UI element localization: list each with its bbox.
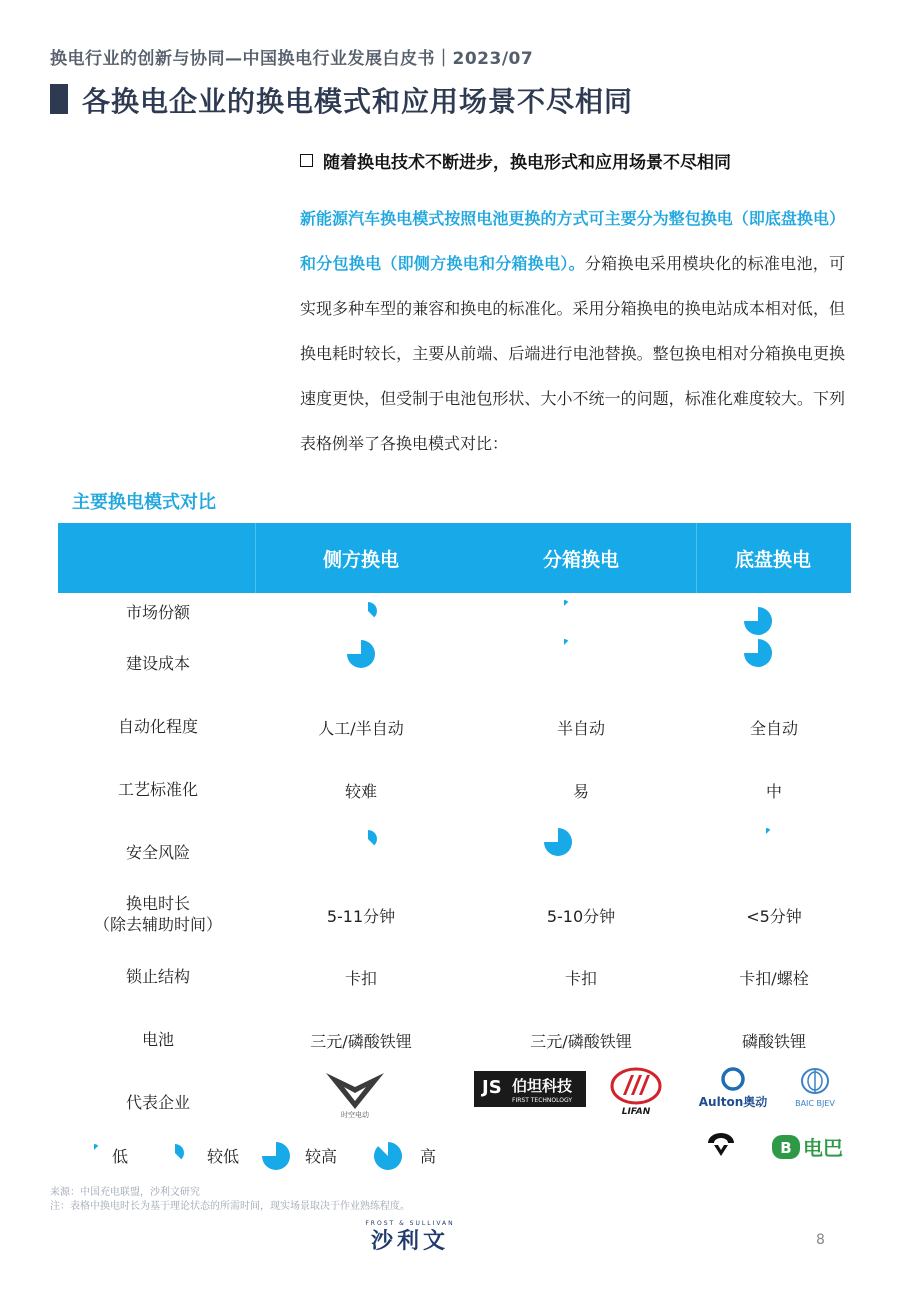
section-title: 主要换电模式对比 xyxy=(72,492,216,513)
row-label: 工艺标准化 xyxy=(117,780,198,799)
body-text: 分箱换电采用模块化的标准电池，可实现多种车型的兼容和换电的标准化。采用分箱换电的换电站成本相对低，但换电耗时较长，主要从前端、后端进行电池替换。整包换电相对分箱换电更换速度更快，但受制于电池包形状、大小不统一的问题，标准化难度较大。下列表格例举了各换电模式对比： xyxy=(300,254,845,453)
lifan-logo xyxy=(609,1067,663,1117)
column-header: 底盘换电 xyxy=(734,549,811,571)
legend-label: 低 xyxy=(112,1147,129,1166)
legend-lowish-icon xyxy=(164,1142,186,1164)
row-label: 建设成本 xyxy=(125,654,190,673)
pie-slice xyxy=(564,600,568,606)
table-header xyxy=(58,523,851,593)
botan-technology-logo xyxy=(474,1071,586,1107)
checkbox-bullet-icon xyxy=(300,154,313,167)
row-label: 自动化程度 xyxy=(117,717,198,736)
harvey-ball-icon xyxy=(556,598,572,614)
running-header: 换电行业的创新与协同—中国换电行业发展白皮书｜2023/07 xyxy=(50,49,534,69)
legend-low-icon xyxy=(86,1142,102,1158)
table-cell: 半自动 xyxy=(556,719,605,738)
table-cell: 磷酸铁锂 xyxy=(741,1032,806,1051)
page-title: 各换电企业的换电模式和应用场景不尽相同 xyxy=(82,85,634,118)
table-cell: 5-11分钟 xyxy=(326,907,396,926)
svg-text:B: B xyxy=(780,1139,792,1157)
harvey-ball-icon xyxy=(347,640,375,668)
dianba-logo xyxy=(770,1132,856,1162)
sky-electric-logo-text: 时空电动 xyxy=(341,1111,369,1119)
legend-label: 较高 xyxy=(305,1147,338,1166)
pie-slice xyxy=(94,1144,98,1150)
table-cell: 卡扣/螺栓 xyxy=(739,969,809,988)
bjev-logo-text: BAIC BJEV xyxy=(795,1099,835,1108)
harvey-ball-icon xyxy=(357,600,379,622)
botan-logo-subtext: FIRST TECHNOLOGY xyxy=(512,1097,573,1104)
frost-sullivan-logo xyxy=(348,1218,472,1252)
table-cell: 三元/磷酸铁锂 xyxy=(530,1032,632,1051)
pie-slice xyxy=(262,1142,290,1170)
table-cell: 中 xyxy=(765,782,782,801)
lifan-logo-text: LIFAN xyxy=(621,1107,651,1117)
aulton-logo xyxy=(696,1066,770,1110)
harvey-ball-icon xyxy=(556,637,572,653)
highlight-text: 新能源汽车换电模式按照电池更换的方式可主要分为整包换电（即底盘换电）和分包换电（即侧方换电和分箱换电）。 xyxy=(300,209,845,273)
table-cell: 卡扣 xyxy=(344,969,377,988)
bullet-text: 随着换电技术不断进步，换电形式和应用场景不尽相同 xyxy=(323,153,731,173)
aulton-logo-text: Aulton奥动 xyxy=(698,1095,768,1109)
dianba-logo-text: 电巴 xyxy=(803,1136,843,1160)
pie-slice xyxy=(744,607,772,635)
harvey-ball-icon xyxy=(744,607,772,635)
row-label-note: （除去辅助时间） xyxy=(93,915,222,934)
harvey-ball-icon xyxy=(758,826,774,842)
pie-slice xyxy=(368,830,377,845)
sky-electric-logo xyxy=(322,1067,388,1119)
bullet-heading xyxy=(300,148,731,173)
svg-text:JS: JS xyxy=(482,1077,502,1098)
nio-logo xyxy=(704,1132,738,1160)
harvey-ball-icon xyxy=(357,828,379,850)
harvey-ball-icon xyxy=(544,828,572,856)
table-cell: 较难 xyxy=(344,782,377,801)
table-cell: 易 xyxy=(572,782,589,801)
source-line: 来源：中国充电联盟，沙利文研究 xyxy=(50,1187,200,1198)
pie-slice xyxy=(175,1144,184,1159)
table-cell: 三元/磷酸铁锂 xyxy=(310,1032,412,1051)
footer-logo-main-text: 沙利文 xyxy=(370,1229,450,1252)
legend-label: 高 xyxy=(420,1147,437,1166)
legend-label: 较低 xyxy=(207,1147,240,1166)
table-cell: <5分钟 xyxy=(746,907,802,926)
note-line: 注：表格中换电时长为基于理论状态的所需时间，现实场景取决于作业熟练程度。 xyxy=(50,1201,410,1212)
row-label: 安全风险 xyxy=(125,843,190,862)
column-header: 侧方换电 xyxy=(322,549,399,571)
legend-high-icon xyxy=(374,1142,402,1170)
pie-slice xyxy=(744,639,772,667)
page-number: 8 xyxy=(816,1232,825,1248)
pie-slice xyxy=(564,639,568,645)
table-cell: 卡扣 xyxy=(564,969,597,988)
intro-paragraph xyxy=(300,196,845,466)
table-cell: 全自动 xyxy=(749,719,798,738)
pie-slice xyxy=(347,640,375,668)
pie-slice xyxy=(544,828,572,856)
source-note xyxy=(50,1186,410,1214)
header-divider xyxy=(255,523,256,593)
row-label: 锁止结构 xyxy=(125,967,190,986)
table-cell: 5-10分钟 xyxy=(546,907,616,926)
pie-slice xyxy=(368,602,377,617)
title-accent-bar xyxy=(50,84,68,114)
row-label: 换电时长 xyxy=(125,894,190,913)
header-divider xyxy=(696,523,697,593)
pie-slice xyxy=(766,828,770,834)
footer-logo-top-text: FROST & SULLIVAN xyxy=(365,1220,455,1227)
table-cell: 人工/半自动 xyxy=(318,719,404,738)
botan-logo-text: 伯坦科技 xyxy=(512,1077,573,1095)
row-label: 市场份额 xyxy=(125,603,190,622)
bjev-logo xyxy=(778,1066,852,1110)
harvey-ball-icon xyxy=(744,639,772,667)
row-label: 电池 xyxy=(141,1030,174,1049)
pie-slice xyxy=(374,1142,402,1170)
legend-highish-icon xyxy=(262,1142,290,1170)
column-header: 分箱换电 xyxy=(542,549,619,571)
row-label: 代表企业 xyxy=(125,1093,190,1112)
